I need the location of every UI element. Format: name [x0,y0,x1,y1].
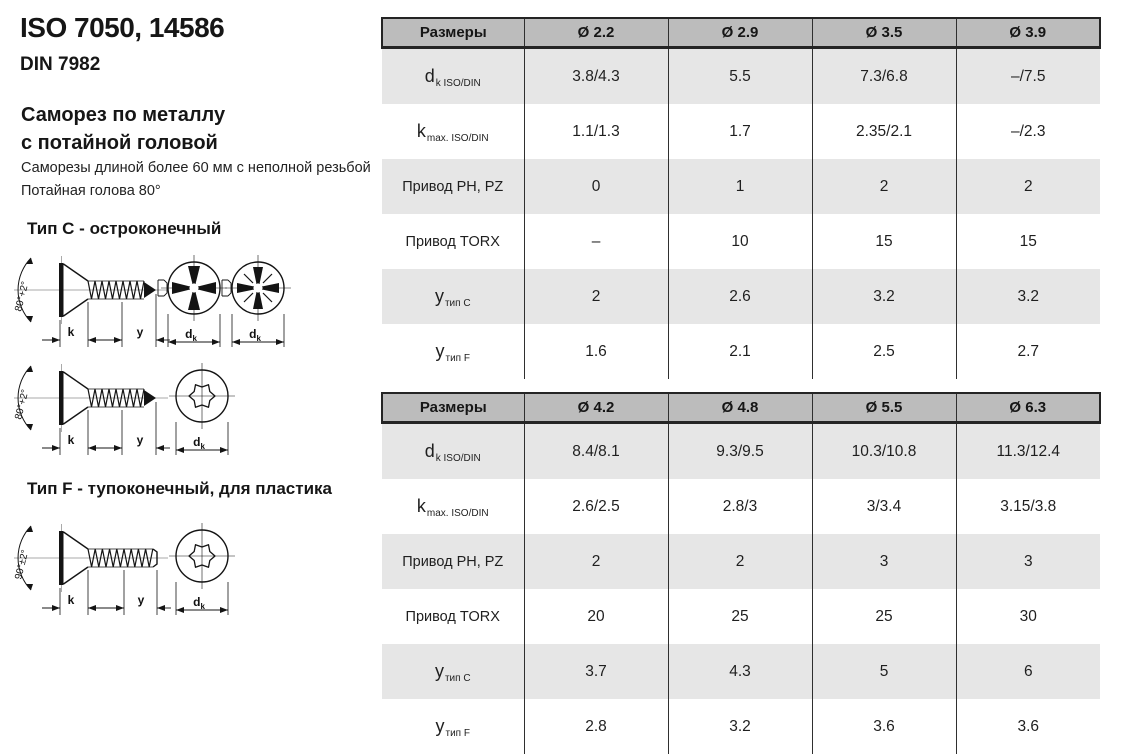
row-label-main: y [435,341,445,361]
table-cell: 15 [956,214,1100,269]
table-cell: 3.2 [668,699,812,754]
header-cell-diameter: Ø 3.9 [956,18,1100,48]
row-label-main: y [434,661,444,681]
product-title-line1: Саморез по металлу [21,104,226,126]
table-cell: 0 [524,159,668,214]
table-cell: 25 [668,589,812,644]
screw-side-view [14,524,171,615]
table-cell: 2 [956,159,1100,214]
angle-label: 90°±2° [13,548,32,581]
row-label-sub: max. ISO/DIN [426,508,489,519]
dim-dk-label [193,435,205,451]
header-cell-sizes: Размеры [382,393,524,423]
screw-side-view [14,256,170,347]
table-cell: 2.6/2.5 [524,479,668,534]
dim-k-label: k [67,433,75,447]
table-cell: 4.3 [668,644,812,699]
row-label-kmax [382,479,524,534]
table-cell: 2.35/2.1 [812,104,956,159]
table-cell: 3.7 [524,644,668,699]
row-label-dk [382,48,524,105]
pz-cross-icon [237,267,279,309]
row-label-dk [382,423,524,480]
table-cell: 3.6 [956,699,1100,754]
table-cell: 6 [956,644,1100,699]
row-label-main: y [434,286,444,306]
dim-d-sub: k [256,334,261,343]
table-row-drive-torx [382,589,1100,644]
row-label-y-type-f [382,324,524,379]
table-row-y-type-f [382,324,1100,379]
row-label-y-type-c [382,269,524,324]
table-cell: 7.3/6.8 [812,48,956,105]
type-c-heading: Тип C - остроконечный [27,219,222,238]
table-cell: 1 [668,159,812,214]
table-cell: –/7.5 [956,48,1100,105]
table-cell: 2 [524,534,668,589]
header-cell-diameter: Ø 4.8 [668,393,812,423]
header-cell-diameter: Ø 4.2 [524,393,668,423]
table-cell: 2.5 [812,324,956,379]
table-cell: 2 [668,534,812,589]
row-label-main: d [424,441,435,461]
dim-d-main: d [185,327,193,341]
row-label-main: k [416,496,426,516]
dim-y-label: y [136,325,144,339]
table-cell: –/2.3 [956,104,1100,159]
row-label-sub: k ISO/DIN [435,453,481,464]
standards-title: ISO 7050, 14586 [20,12,225,43]
table-cell: 11.3/12.4 [956,423,1100,480]
dim-y-label: y [137,593,145,607]
row-label-kmax [382,104,524,159]
table-header-row [382,18,1100,48]
row-label-drive-phpz: Привод PH, PZ [402,178,504,195]
table-cell: 10 [668,214,812,269]
product-title-line2: с потайной головой [21,132,218,154]
table-cell: 1.7 [668,104,812,159]
table-cell: 3.15/3.8 [956,479,1100,534]
table-cell: 20 [524,589,668,644]
row-label-main: y [435,716,445,736]
dim-d-sub: k [200,602,205,611]
type-c-torx-drawing [6,358,266,468]
table-cell: 5.5 [668,48,812,105]
type-c-ph-pz-drawing [6,250,292,360]
type-f-torx-drawing [6,518,266,628]
header-cell-diameter: Ø 3.5 [812,18,956,48]
row-label-sub: тип F [445,353,470,364]
angle-label: 80°+2° [13,280,32,313]
table-cell: 2.1 [668,324,812,379]
dim-k-label: k [67,325,75,339]
spec-table-small-diameters [381,17,1101,379]
table-cell: 3.2 [812,269,956,324]
row-label-y-type-f [382,699,524,754]
table-cell: 8.4/8.1 [524,423,668,480]
row-label-sub: max. ISO/DIN [426,133,489,144]
table-cell: 3.2 [956,269,1100,324]
table-cell: 2.6 [668,269,812,324]
product-title [21,101,225,157]
table-cell: 2 [812,159,956,214]
table-cell: 1.1/1.3 [524,104,668,159]
header-cell-sizes: Размеры [382,18,524,48]
table-row-y-type-f [382,699,1100,754]
product-description [21,157,371,204]
table-cell: 10.3/10.8 [812,423,956,480]
dim-d-main: d [193,435,201,449]
description-line1: Саморезы длиной более 60 мм с неполной резьбой [21,160,371,176]
angle-label: 80°+2° [13,388,32,421]
dim-d-main: d [193,595,201,609]
ph-cross-icon [172,266,216,310]
table-row-dk [382,423,1100,480]
row-label-y-type-c [382,644,524,699]
table-cell: 2 [524,269,668,324]
row-label-drive-torx: Привод TORX [405,233,500,250]
header-cell-diameter: Ø 5.5 [812,393,956,423]
row-label-sub: тип C [444,673,471,684]
screw-side-view [14,364,170,455]
row-label-main: k [416,121,426,141]
dim-k-label: k [67,593,75,607]
header-cell-diameter: Ø 2.9 [668,18,812,48]
table-cell: 9.3/9.5 [668,423,812,480]
table-cell: 15 [812,214,956,269]
row-label-sub: тип C [444,298,471,309]
table-cell: 5 [812,644,956,699]
din-standard-title: DIN 7982 [20,54,101,75]
table-row-y-type-c [382,269,1100,324]
row-label-sub: k ISO/DIN [435,78,481,89]
table-cell: 3/3.4 [812,479,956,534]
table-cell: 2.8/3 [668,479,812,534]
table-cell: 2.8 [524,699,668,754]
dim-dk-label [193,595,205,611]
type-f-heading: Тип F - тупоконечный, для пластика [27,479,332,498]
table-row-kmax [382,104,1100,159]
table-cell: 3 [812,534,956,589]
table-cell: 2.7 [956,324,1100,379]
description-line2: Потайная голова 80° [21,183,161,200]
table-cell: 30 [956,589,1100,644]
table-cell: 3.6 [812,699,956,754]
dim-y-label: y [136,433,144,447]
dim-d-sub: k [192,334,197,343]
row-label-sub: тип F [445,728,470,739]
header-cell-diameter: Ø 6.3 [956,393,1100,423]
dim-d-main: d [249,327,257,341]
table-row-dk [382,48,1100,105]
table-cell: – [524,214,668,269]
spec-table-large-diameters [381,392,1101,754]
table-header-row [382,393,1100,423]
dim-d-sub: k [200,442,205,451]
table-row-kmax [382,479,1100,534]
table-cell: 3 [956,534,1100,589]
table-row-drive-phpz [382,534,1100,589]
table-cell: 3.8/4.3 [524,48,668,105]
table-cell: 1.6 [524,324,668,379]
dim-dk-label [185,327,197,343]
row-label-drive-torx: Привод TORX [405,608,500,625]
table-row-y-type-c [382,644,1100,699]
table-row-drive-torx [382,214,1100,269]
table-row-drive-phpz [382,159,1100,214]
row-label-main: d [424,66,435,86]
header-cell-diameter: Ø 2.2 [524,18,668,48]
row-label-drive-phpz: Привод PH, PZ [402,553,504,570]
table-cell: 25 [812,589,956,644]
dim-dk-label [249,327,261,343]
